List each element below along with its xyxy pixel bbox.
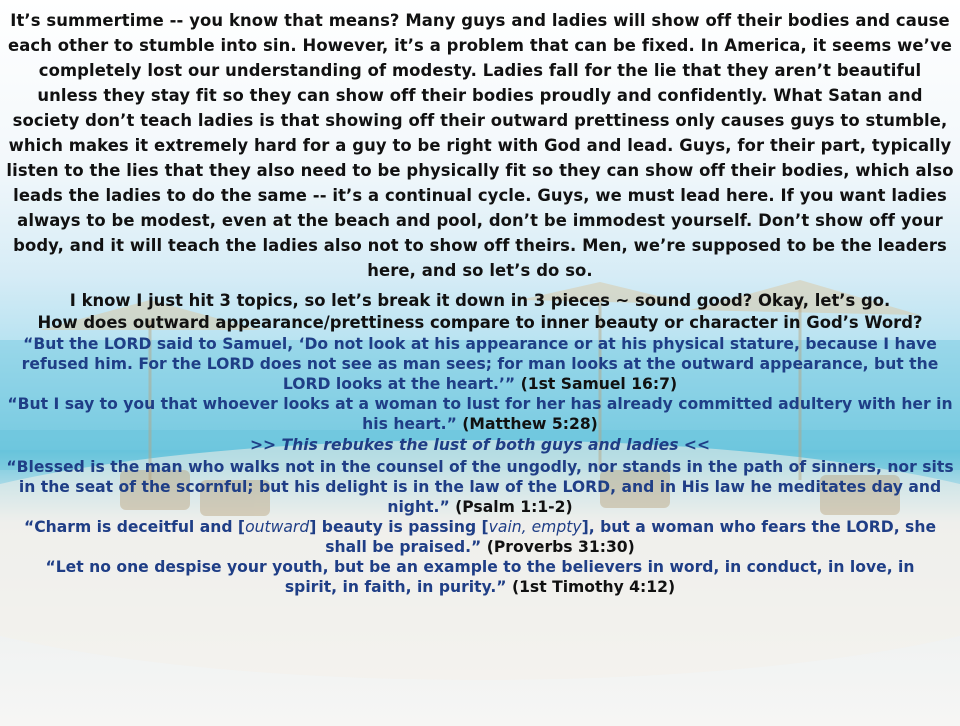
verse-italic-vain-empty: vain, empty: [488, 518, 582, 536]
verse-text-part3: ], but a woman who fears the LORD, she shall be praised.”: [325, 518, 937, 556]
verse-italic-outward: outward: [245, 518, 310, 536]
verse-reference: (1st Samuel 16:7): [520, 375, 678, 393]
verse-psalm: [0, 457, 960, 517]
verse-text-part1: “Charm is deceitful and [: [23, 518, 246, 536]
verse-proverbs: [0, 517, 960, 557]
verse-text: “Let no one despise your youth, but be an example to the believers in word, in conduct, in love, in spirit, in faith, in purity.”: [45, 558, 915, 596]
verse-text: “But I say to you that whoever looks at a woman to lust for her has already committed adultery with her in his heart.”: [7, 395, 953, 433]
question-line: How does outward appearance/prettiness compare to inner beauty or character in God’s Word?: [37, 313, 923, 332]
verse-text: “Blessed is the man who walks not in the counsel of the ungodly, nor stands in the path of sinners, nor sits in the seat of the scornful; but his delight is in the law of the LORD, and in His law he meditates day and night.”: [6, 458, 954, 516]
verse-text: “But the LORD said to Samuel, ‘Do not look at his appearance or at his physical stature, because I have refused him. For the LORD does not see as man sees; for man looks at the outward appearance, but the LORD looks at the heart.’”: [21, 335, 939, 393]
verse-1st-timothy: [0, 557, 960, 597]
verse-reference: (Matthew 5:28): [462, 415, 598, 433]
intro-paragraph: It’s summertime -- you know that means? Many guys and ladies will show off their bodies and cause each other to stumble into sin. However, it’s a problem that can be fixed. In America, it seems we’ve completely lost our understanding of modesty. Ladies fall for the lie that they aren’t beautiful unless they stay fit so they can show off their bodies proudly and confidently. What Satan and society don’t teach ladies is that showing off their outward prettiness only causes guys to stumble, which makes it extremely hard for a guy to be right with God and lead. Guys, for their part, typically listen to the lies that they also need to be physically fit so they can show off their bodies, which also leads the ladies to do the same -- it’s a continual cycle. Guys, we must lead here. If you want ladies always to be modest, even at the beach and pool, don’t be immodest yourself. Don’t show off your body, and it will teach the ladies also not to show off theirs. Men, we’re supposed to be the leaders here, and so let’s do so.: [6, 11, 954, 280]
verse-1st-samuel: [0, 334, 960, 394]
intro-line: I know I just hit 3 topics, so let’s break it down in 3 pieces ~ sound good? Okay, let’s go.: [69, 291, 891, 310]
verse-text-part2: ] beauty is passing [: [309, 518, 489, 536]
verse-reference: (1st Timothy 4:12): [511, 578, 676, 596]
verse-reference: (Psalm 1:1-2): [455, 498, 573, 516]
rebuke-line: >> This rebukes the lust of both guys and ladies <<: [249, 436, 711, 454]
verse-matthew: [0, 394, 960, 434]
verse-reference: (Proverbs 31:30): [486, 538, 635, 556]
